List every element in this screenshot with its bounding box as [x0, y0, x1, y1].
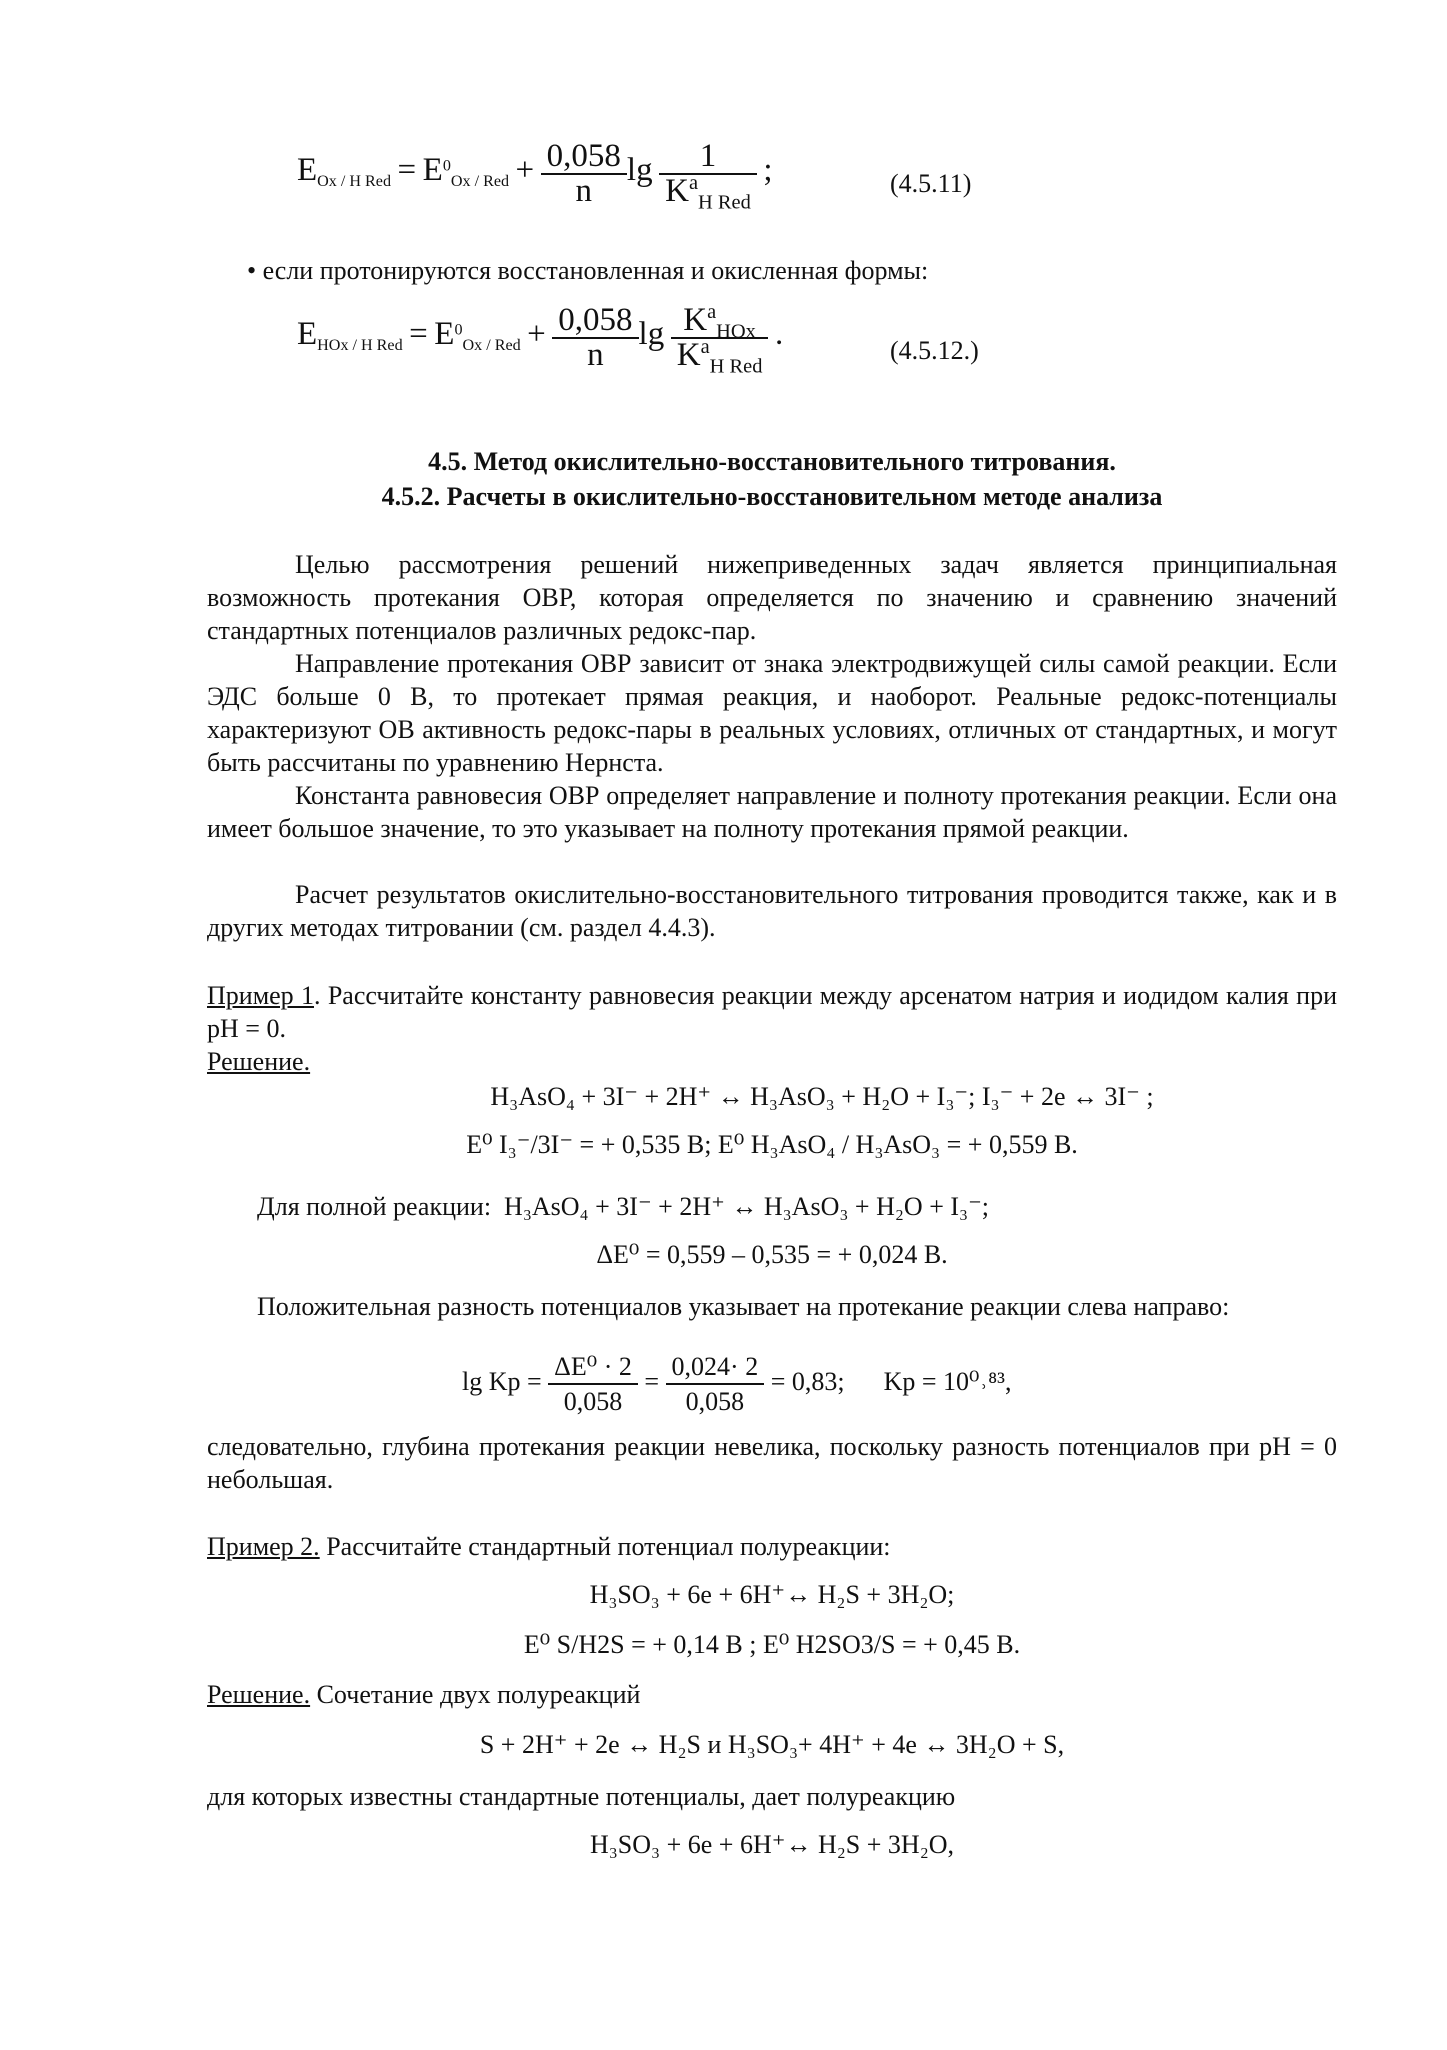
fraction-0024: $\frac{0,024\cdot 2}{0,058}$ — [666, 1350, 765, 1418]
example2-reaction: H₃SO₃ + 6e + 6H⁺↔ H₂S + 3H₂O; — [589, 1580, 955, 1609]
equation-4-5-12: $E_{HOx / H Red} = E^0_{Ox / Red}$ + $\frac{0,058}{n}$ lg $\frac{K^a_{HOx}}{K^a_{H Red}}$ . — [297, 301, 784, 378]
example1-solution-label: Решение. — [207, 1047, 311, 1076]
paragraph-1: Целью рассмотрения решений нижеприведенных задач является принципиальная возможность протекания ОВР, которая определяется по значению и сравнению значений стандартных потенциалов различных редокс-пар. — [207, 550, 1337, 645]
example1-conclusion: Положительная разность потенциалов указывает на протекание реакции слева направо: — [257, 1292, 1230, 1321]
example2-final-reaction: H₃SO₃ + 6e + 6H⁺↔ H₂S + 3H₂O, — [589, 1830, 955, 1859]
example1-potentials: E⁰ I₃⁻/3I⁻ = + 0,535 В; E⁰ H₃AsO₄ / H₃AsO₃ = + 0,559 В. — [466, 1130, 1078, 1159]
fraction-0058-n: $\frac{0,058}{n}$ — [552, 304, 638, 372]
example2-half-reactions: S + 2H⁺ + 2e ↔ H₂S и H₃SO₃+ 4H⁺ + 4e ↔ 3H₂O + S, — [479, 1730, 1065, 1759]
fraction-1-over-K: $\frac{1}{K^a_{H Red}}$ — [659, 140, 757, 208]
example2-known-text: для которых известны стандартные потенциалы, дает полуреакцию — [207, 1782, 956, 1811]
paragraph-4: Расчет результатов окислительно-восстановительного титрования проводится также, как и в других методах титровании (см. раздел 4.4.3). — [207, 880, 1337, 942]
example1-delta-e: ΔE⁰ = 0,559 – 0,535 = + 0,024 В. — [596, 1240, 948, 1269]
paragraph-3: Константа равновесия ОВР определяет направление и полноту протекания реакции. Если она имеет большое значение, то это указывает на полноту протекания прямой реакции. — [207, 781, 1337, 843]
fraction-K-over-K: $\frac{K^a_{HOx}}{K^a_{H Red}}$ — [671, 304, 769, 372]
equation-4-5-11: $E_{Ox / H Red} = E^0_{Ox / Red}$ + $\frac{0,058}{n}$ lg $\frac{1}{K^a_{H Red}}$ ; — [297, 138, 773, 214]
example1-final: следовательно, глубина протекания реакции невелика, поскольку разность потенциалов при рН = 0 небольшая. — [207, 1432, 1337, 1494]
example1-statement: Пример 1. Рассчитайте константу равновесия реакции между арсенатом натрия и иодидом калия при рН = 0. — [207, 981, 1337, 1043]
example2-statement: Пример 2. Рассчитайте стандартный потенциал полуреакции: — [207, 1532, 891, 1561]
lgkp-equation: lg Kp = $\frac{\text{ΔE⁰ · 2}}{0,058}$ = $\frac{0,024\cdot 2}{0,058}$ = 0,83; Kp = 10⁰˒⁸³, — [462, 1352, 1012, 1416]
example1-reaction: H₃AsO₄ + 3I⁻ + 2H⁺ ↔ H₃AsO₃ + H₂O + I₃⁻; I₃⁻ + 2e ↔ 3I⁻ ; — [490, 1082, 1154, 1111]
fraction-deltaE: $\frac{\text{ΔE⁰ · 2}}{0,058}$ — [548, 1350, 638, 1418]
equation-label-4-5-11: (4.5.11) — [890, 169, 972, 198]
section-heading-1: 4.5. Метод окислительно-восстановительного титрования. — [428, 447, 1116, 476]
section-heading-2: 4.5.2. Расчеты в окислительно-восстановительном методе анализа — [381, 482, 1163, 511]
example2-potentials: E⁰ S/H2S = + 0,14 В ; E⁰ H2SO3/S = + 0,45 В. — [523, 1630, 1021, 1659]
paragraph-2: Направление протекания ОВР зависит от знака электродвижущей силы самой реакции. Если ЭДС больше 0 В, то протекает прямая реакция, и наоборот. Реальные редокс-потенциалы характеризуют ОВ активность редокс-пары в реальных условиях, отличных от стандартных, и могут быть рассчитаны по уравнению Нернста. — [207, 649, 1337, 777]
example1-full-reaction: Для полной реакции: H₃AsO₄ + 3I⁻ + 2H⁺ ↔ H₃AsO₃ + H₂O + I₃⁻; — [257, 1192, 990, 1221]
fraction-0058-n: $\frac{0,058}{n}$ — [541, 140, 627, 208]
example2-solution: Решение. Сочетание двух полуреакций — [207, 1680, 641, 1709]
equation-label-4-5-12: (4.5.12.) — [890, 336, 979, 365]
bullet-text: • если протонируются восстановленная и окисленная формы: — [247, 256, 929, 285]
